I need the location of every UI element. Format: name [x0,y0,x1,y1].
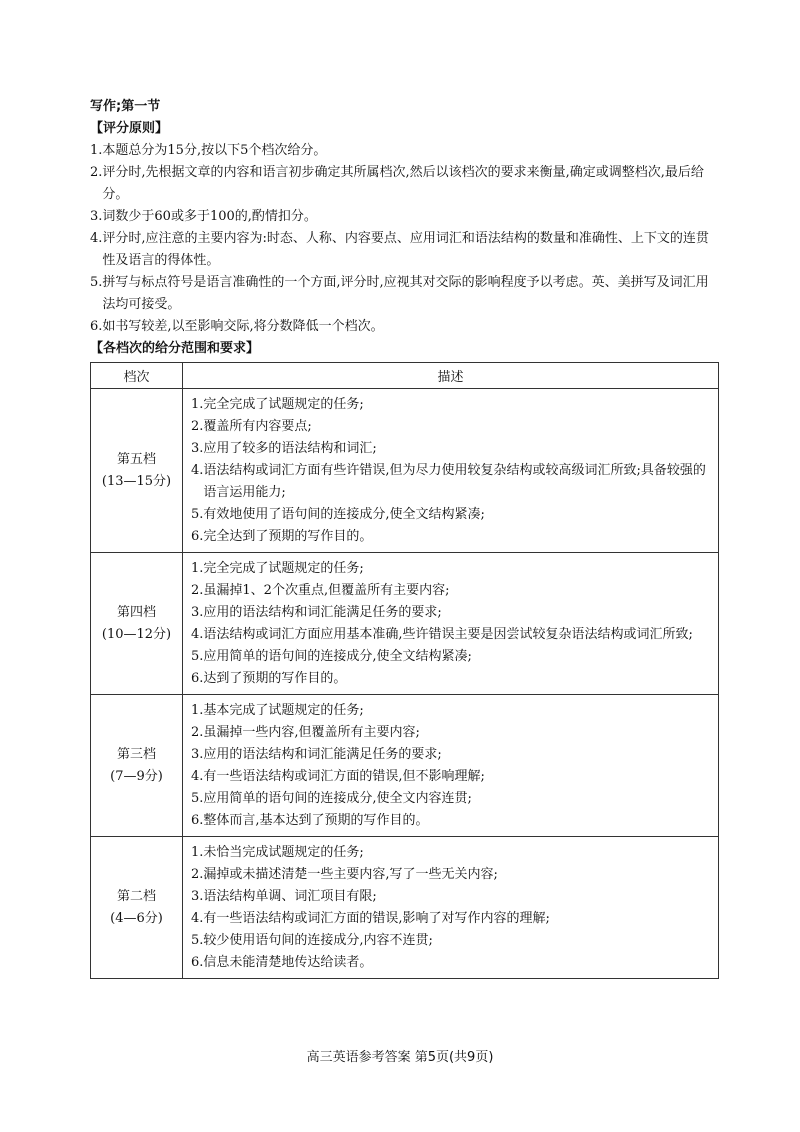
item-text: 整体而言,基本达到了预期的写作目的。 [203,813,429,828]
grade-description-cell [183,837,719,979]
grade-description-cell [183,553,719,695]
grade-row [91,389,719,553]
grade-description-cell [183,695,719,837]
list-item [191,722,712,744]
item-number: 3. [90,209,103,224]
grade-level-name: 第二档 [116,888,156,904]
item-text: 漏掉或未描述清楚一些主要内容,写了一些无关内容; [203,867,498,882]
grade-score-range: (4—6分) [110,910,163,926]
item-text: 虽漏掉1、2个次重点,但覆盖所有主要内容; [203,583,450,598]
item-number: 1. [191,397,204,412]
item-text: 评分时,应注意的主要内容为:时态、人称、内容要点、应用词汇和语法结构的数量和准确性、上下文的连贯性及语言的得体性。 [102,231,709,268]
item-text: 词数少于60或多于100的,酌情扣分。 [102,209,317,224]
item-number: 3. [191,441,204,456]
item-number: 3. [191,747,204,762]
item-number: 1. [191,703,204,718]
list-item [90,140,718,162]
list-item [191,788,712,810]
list-item [191,624,712,646]
item-text: 完全达到了预期的写作目的。 [203,529,373,544]
item-text: 语法结构单调、词汇项目有限; [203,889,377,904]
item-number: 6. [191,529,204,544]
grade-criteria-list [191,842,712,974]
list-item [90,272,718,316]
item-text: 应用了较多的语法结构和词汇; [203,441,377,456]
item-number: 6. [90,319,103,334]
item-number: 4. [191,463,204,478]
column-header-description: 描述 [183,363,719,389]
item-text: 有一些语法结构或词汇方面的错误,影响了对写作内容的理解; [203,911,550,926]
item-text: 评分时,先根据文章的内容和语言初步确定其所属档次,然后以该档次的要求来衡量,确定或调整档次,最后给分。 [102,165,704,202]
list-item [90,316,718,338]
item-text: 拼写与标点符号是语言准确性的一个方面,评分时,应视其对交际的影响程度予以考虑。英、美拼写及词汇用法均可接受。 [102,275,709,312]
item-text: 应用简单的语句间的连接成分,使全文结构紧凑; [203,649,472,664]
item-number: 2. [90,165,103,180]
item-text: 有效地使用了语句间的连接成分,使全文结构紧凑; [203,507,485,522]
item-number: 5. [191,507,204,522]
grade-row [91,837,719,979]
page-footer: 高三英语参考答案 第5页(共9页) [306,1050,494,1065]
item-number: 6. [191,813,204,828]
item-number: 3. [191,605,204,620]
item-number: 4. [191,769,204,784]
list-item [191,908,712,930]
list-item [191,744,712,766]
list-item [191,504,712,526]
grade-criteria-list [191,394,712,548]
item-text: 应用的语法结构和词汇能满足任务的要求; [203,605,442,620]
list-item [191,668,712,690]
grade-table-header-row [91,363,719,389]
answer-key-document [90,96,718,979]
list-item [191,394,712,416]
item-number: 5. [90,275,103,290]
item-text: 达到了预期的写作目的。 [203,671,347,686]
grade-level-cell [91,837,183,979]
item-number: 1. [191,845,204,860]
grade-table-heading: 【各档次的给分范围和要求】 [90,341,260,356]
grade-level-name: 第五档 [116,451,156,467]
item-number: 5. [191,933,204,948]
grade-level-name: 第三档 [116,746,156,762]
grade-row [91,553,719,695]
list-item [191,646,712,668]
grade-row [91,695,719,837]
list-item [191,580,712,602]
grade-level-cell [91,695,183,837]
item-number: 2. [191,725,204,740]
list-item [90,228,718,272]
item-number: 2. [191,867,204,882]
item-text: 语法结构或词汇方面有些许错误,但为尽力使用较复杂结构或较高级词汇所致;具备较强的语言运用能力; [203,463,706,500]
grade-score-range: (7—9分) [110,768,163,784]
item-text: 如书写较差,以至影响交际,将分数降低一个档次。 [102,319,384,334]
item-text: 本题总分为15分,按以下5个档次给分。 [102,143,327,158]
item-number: 5. [191,791,204,806]
item-number: 6. [191,671,204,686]
item-text: 信息未能清楚地传达给读者。 [203,955,373,970]
list-item [191,766,712,788]
list-item [191,842,712,864]
list-item [191,886,712,908]
list-item [191,438,712,460]
item-text: 语法结构或词汇方面应用基本准确,些许错误主要是因尝试较复杂语法结构或词汇所致; [203,627,693,642]
scoring-principles-list [90,140,718,338]
grade-level-cell [91,553,183,695]
list-item [191,526,712,548]
grade-table [90,362,719,979]
grade-criteria-list [191,558,712,690]
item-number: 4. [191,627,204,642]
list-item [191,930,712,952]
item-text: 虽漏掉一些内容,但覆盖所有主要内容; [203,725,420,740]
item-text: 完全完成了试题规定的任务; [203,561,364,576]
list-item [90,206,718,228]
list-item [191,810,712,832]
item-text: 应用简单的语句间的连接成分,使全文内容连贯; [203,791,472,806]
item-number: 6. [191,955,204,970]
list-item [90,162,718,206]
list-item [191,700,712,722]
item-text: 未恰当完成试题规定的任务; [203,845,364,860]
item-number: 3. [191,889,204,904]
grade-level-cell [91,389,183,553]
grade-description-cell [183,389,719,553]
list-item [191,602,712,624]
list-item [191,460,712,504]
item-number: 4. [90,231,103,246]
item-number: 5. [191,649,204,664]
grade-score-range: (10—12分) [101,626,172,642]
list-item [191,952,712,974]
item-text: 完全完成了试题规定的任务; [203,397,364,412]
item-text: 有一些语法结构或词汇方面的错误,但不影响理解; [203,769,485,784]
grade-score-range: (13—15分) [101,473,172,489]
list-item [191,416,712,438]
item-text: 覆盖所有内容要点; [203,419,312,434]
list-item [191,864,712,886]
grade-level-name: 第四档 [116,604,156,620]
grade-table-body [91,389,719,979]
scoring-principles-heading: 【评分原则】 [90,121,169,136]
list-item [191,558,712,580]
grade-criteria-list [191,700,712,832]
item-number: 1. [90,143,103,158]
item-text: 应用的语法结构和词汇能满足任务的要求; [203,747,442,762]
column-header-level: 档次 [91,363,183,389]
item-number: 1. [191,561,204,576]
section-title: 写作;第一节 [90,99,161,114]
item-number: 4. [191,911,204,926]
item-text: 较少使用语句间的连接成分,内容不连贯; [203,933,433,948]
item-text: 基本完成了试题规定的任务; [203,703,364,718]
item-number: 2. [191,583,204,598]
item-number: 2. [191,419,204,434]
